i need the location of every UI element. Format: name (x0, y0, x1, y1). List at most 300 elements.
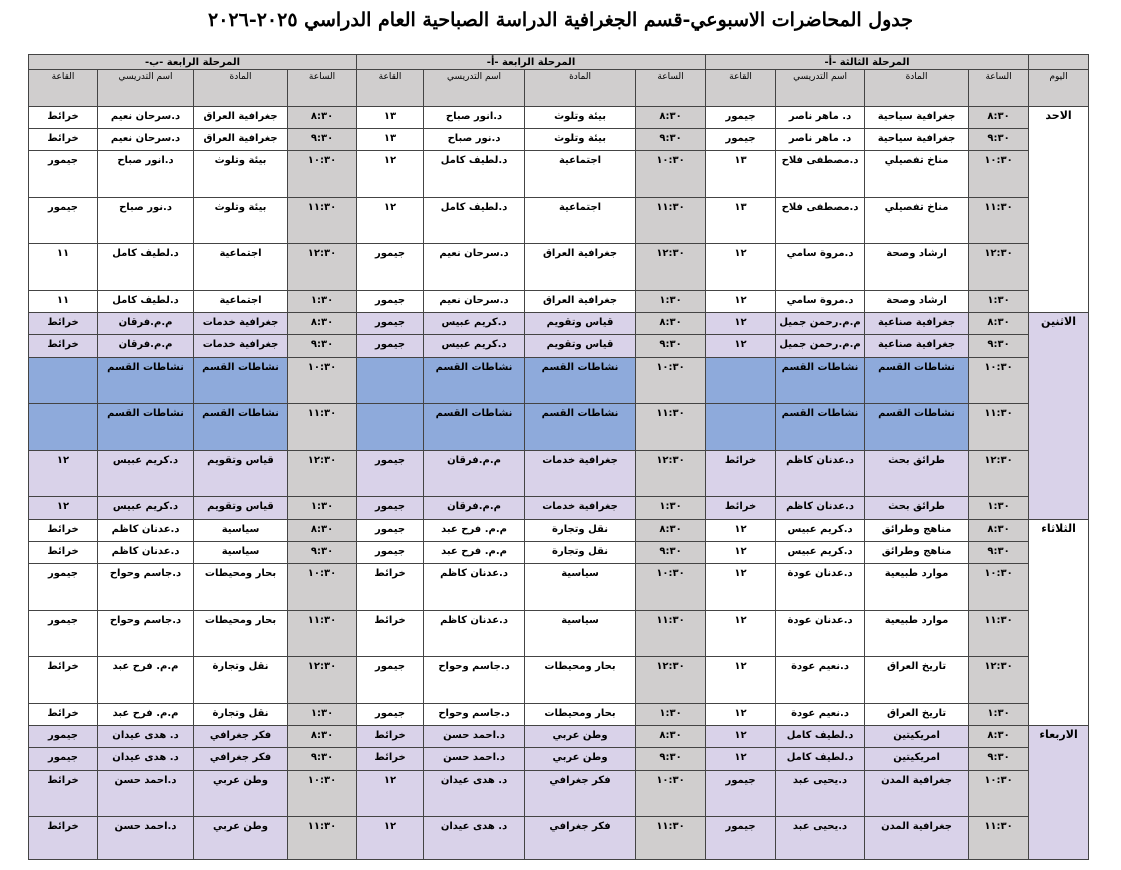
subject-cell: جغرافية العراق (194, 106, 288, 128)
teacher-cell: نشاطات القسم (776, 404, 865, 451)
time-cell: ١٠:٣٠ (288, 151, 357, 198)
teacher-cell: نشاطات القسم (98, 404, 194, 451)
subject-cell: تاريخ العراق (865, 657, 969, 704)
schedule-row (29, 497, 1089, 519)
time-cell: ١:٣٠ (636, 497, 706, 519)
time-cell: ١١:٣٠ (636, 817, 706, 860)
teacher-cell: د. هدى عيدان (424, 817, 525, 860)
time-cell: ١٠:٣٠ (636, 770, 706, 817)
teacher-cell: د. ماهر ناصر (776, 106, 865, 128)
teacher-cell: نشاطات القسم (776, 357, 865, 404)
teacher-cell: د.لطيف كامل (424, 197, 525, 244)
subject-cell: نشاطات القسم (525, 357, 636, 404)
subject-cell: سياسية (194, 541, 288, 563)
hall-cell: خرائط (357, 610, 424, 657)
subject-cell: قياس وتقويم (194, 450, 288, 497)
teacher-cell: د.سرحان نعيم (98, 128, 194, 150)
subject-cell: مناخ تفصيلي (865, 197, 969, 244)
time-cell: ١٢:٣٠ (969, 450, 1029, 497)
subject-cell: وطن عربي (194, 817, 288, 860)
hall-cell: ١١ (29, 290, 98, 312)
hall-cell (706, 357, 776, 404)
column-header-teacher: اسم التدريسي (98, 70, 194, 106)
hall-cell (706, 404, 776, 451)
time-cell: ١٠:٣٠ (636, 357, 706, 404)
time-cell: ١١:٣٠ (288, 404, 357, 451)
time-cell: ١٠:٣٠ (969, 151, 1029, 198)
stage-header-blank (1029, 55, 1089, 70)
column-header-subject: المادة (194, 70, 288, 106)
teacher-cell: د.يحيى عبد (776, 770, 865, 817)
schedule-table (28, 54, 1089, 860)
time-cell: ١:٣٠ (288, 290, 357, 312)
teacher-cell: د.لطيف كامل (424, 151, 525, 198)
subject-cell: مناهج وطرائق (865, 519, 969, 541)
subject-cell: جغرافية سياحية (865, 106, 969, 128)
teacher-cell: د.احمد حسن (424, 748, 525, 770)
hall-cell: جيمور (29, 748, 98, 770)
subject-cell: بحار ومحيطات (194, 610, 288, 657)
schedule-row (29, 335, 1089, 357)
hall-cell: خرائط (29, 817, 98, 860)
subject-cell: نقل وتجارة (525, 519, 636, 541)
time-cell: ١:٣٠ (969, 497, 1029, 519)
time-cell: ٩:٣٠ (288, 541, 357, 563)
schedule-row (29, 197, 1089, 244)
teacher-cell: د.جاسم وحواح (98, 564, 194, 611)
teacher-cell: د.احمد حسن (424, 726, 525, 748)
schedule-row (29, 541, 1089, 563)
subject-cell: فكر جغرافي (525, 817, 636, 860)
teacher-cell: د.احمد حسن (98, 770, 194, 817)
time-cell: ٨:٣٠ (288, 106, 357, 128)
time-cell: ٩:٣٠ (636, 335, 706, 357)
hall-cell: جيمور (706, 128, 776, 150)
subject-cell: جغرافية العراق (194, 128, 288, 150)
teacher-cell: م.م.فرقان (98, 335, 194, 357)
teacher-cell: د.جاسم وحواح (424, 657, 525, 704)
subject-cell: جغرافية العراق (525, 290, 636, 312)
hall-cell: جيمور (357, 657, 424, 704)
subject-cell: نقل وتجارة (194, 657, 288, 704)
stage-header-row (29, 55, 1089, 70)
subject-cell: نقل وتجارة (194, 703, 288, 725)
teacher-cell: نشاطات القسم (424, 404, 525, 451)
time-cell: ٩:٣٠ (288, 128, 357, 150)
schedule-row (29, 106, 1089, 128)
hall-cell: ١٢ (706, 541, 776, 563)
hall-cell: جيمور (706, 106, 776, 128)
time-cell: ١٠:٣٠ (969, 770, 1029, 817)
column-header-teacher: اسم التدريسي (776, 70, 865, 106)
teacher-cell: د.لطيف كامل (98, 290, 194, 312)
teacher-cell: د.نور صباح (424, 128, 525, 150)
hall-cell: جيمور (357, 497, 424, 519)
teacher-cell: د.عدنان عودة (776, 564, 865, 611)
time-cell: ١١:٣٠ (636, 404, 706, 451)
time-cell: ١:٣٠ (969, 703, 1029, 725)
subject-cell: ارشاد وصحة (865, 290, 969, 312)
hall-cell: جيمور (357, 290, 424, 312)
schedule-row (29, 519, 1089, 541)
subject-cell: قياس وتقويم (525, 313, 636, 335)
time-cell: ١٠:٣٠ (288, 770, 357, 817)
schedule-row (29, 748, 1089, 770)
hall-cell: جيمور (357, 519, 424, 541)
time-cell: ٩:٣٠ (288, 335, 357, 357)
hall-cell: ١٣ (706, 151, 776, 198)
time-cell: ١:٣٠ (288, 497, 357, 519)
hall-cell: ١٢ (706, 519, 776, 541)
column-header-time: الساعة (288, 70, 357, 106)
hall-cell (357, 357, 424, 404)
time-cell: ١٢:٣٠ (636, 450, 706, 497)
hall-cell: ١٢ (706, 748, 776, 770)
hall-cell: خرائط (29, 541, 98, 563)
teacher-cell: د.جاسم وحواح (98, 610, 194, 657)
hall-cell: ١٢ (706, 313, 776, 335)
schedule-row (29, 564, 1089, 611)
hall-cell: جيمور (29, 610, 98, 657)
time-cell: ١١:٣٠ (636, 197, 706, 244)
schedule-row (29, 450, 1089, 497)
hall-cell: خرائط (29, 703, 98, 725)
subject-cell: سياسية (525, 610, 636, 657)
subject-cell: تاريخ العراق (865, 703, 969, 725)
hall-cell: جيمور (357, 541, 424, 563)
time-cell: ١٢:٣٠ (288, 244, 357, 291)
teacher-cell: د.لطيف كامل (98, 244, 194, 291)
hall-cell: جيمور (706, 770, 776, 817)
hall-cell: خرائط (29, 519, 98, 541)
hall-cell: خرائط (357, 748, 424, 770)
hall-cell: خرائط (706, 497, 776, 519)
subject-cell: وطن عربي (525, 726, 636, 748)
column-header-subject: المادة (525, 70, 636, 106)
teacher-cell: د.يحيى عبد (776, 817, 865, 860)
hall-cell: ١٢ (357, 770, 424, 817)
schedule-row (29, 703, 1089, 725)
time-cell: ٩:٣٠ (636, 128, 706, 150)
hall-cell: ١٣ (357, 128, 424, 150)
hall-cell: ١٢ (357, 817, 424, 860)
time-cell: ١٢:٣٠ (969, 657, 1029, 704)
teacher-cell: د.عدنان كاظم (776, 450, 865, 497)
schedule-row (29, 817, 1089, 860)
subject-cell: موارد طبيعية (865, 564, 969, 611)
teacher-cell: د.انور صباح (98, 151, 194, 198)
teacher-cell: د. ماهر ناصر (776, 128, 865, 150)
hall-cell: جيمور (357, 703, 424, 725)
stage-header: المرحلة الرابعة -ب- (29, 55, 357, 70)
schedule-row (29, 657, 1089, 704)
subject-cell: امريكيتين (865, 726, 969, 748)
time-cell: ٩:٣٠ (969, 541, 1029, 563)
column-header-hall: القاعة (706, 70, 776, 106)
time-cell: ١:٣٠ (636, 290, 706, 312)
teacher-cell: د.لطيف كامل (776, 726, 865, 748)
time-cell: ٨:٣٠ (969, 519, 1029, 541)
subject-cell: مناخ تفصيلي (865, 151, 969, 198)
subject-cell: نشاطات القسم (194, 357, 288, 404)
subject-cell: بيئة وتلوث (525, 106, 636, 128)
hall-cell: خرائط (706, 450, 776, 497)
hall-cell: ١٢ (357, 197, 424, 244)
teacher-cell: د. هدى عيدان (424, 770, 525, 817)
subject-cell: وطن عربي (194, 770, 288, 817)
subject-cell: جغرافية المدن (865, 817, 969, 860)
time-cell: ١٠:٣٠ (288, 564, 357, 611)
hall-cell: خرائط (29, 106, 98, 128)
hall-cell: جيمور (29, 564, 98, 611)
hall-cell: جيمور (29, 151, 98, 198)
time-cell: ١١:٣٠ (288, 610, 357, 657)
hall-cell: ١٣ (706, 197, 776, 244)
schedule-row (29, 244, 1089, 291)
time-cell: ٨:٣٠ (288, 726, 357, 748)
time-cell: ٩:٣٠ (636, 748, 706, 770)
schedule-row (29, 404, 1089, 451)
time-cell: ١:٣٠ (636, 703, 706, 725)
subject-cell: جغرافية خدمات (194, 335, 288, 357)
hall-cell: ١٢ (706, 657, 776, 704)
subject-cell: سياسية (194, 519, 288, 541)
time-cell: ١١:٣٠ (969, 404, 1029, 451)
time-cell: ١٢:٣٠ (969, 244, 1029, 291)
subject-cell: بحار ومحيطات (194, 564, 288, 611)
subject-cell: فكر جغرافي (525, 770, 636, 817)
teacher-cell: م.م. فرح عبد (98, 657, 194, 704)
subject-cell: بحار ومحيطات (525, 657, 636, 704)
teacher-cell: د.احمد حسن (98, 817, 194, 860)
time-cell: ٨:٣٠ (288, 313, 357, 335)
time-cell: ٨:٣٠ (969, 726, 1029, 748)
teacher-cell: نشاطات القسم (98, 357, 194, 404)
subject-cell: مناهج وطرائق (865, 541, 969, 563)
schedule-row (29, 610, 1089, 657)
time-cell: ١٢:٣٠ (288, 450, 357, 497)
hall-cell: جيمور (357, 313, 424, 335)
hall-cell: جيمور (357, 335, 424, 357)
teacher-cell: د. هدى عيدان (98, 726, 194, 748)
teacher-cell: د.كريم عبيس (424, 313, 525, 335)
teacher-cell: د.مصطفى فلاح (776, 197, 865, 244)
time-cell: ١٠:٣٠ (288, 357, 357, 404)
teacher-cell: د.سرحان نعيم (424, 244, 525, 291)
teacher-cell: د.سرحان نعيم (98, 106, 194, 128)
hall-cell: ١٢ (706, 564, 776, 611)
subject-cell: جغرافية صناعية (865, 313, 969, 335)
subject-cell: اجتماعية (194, 244, 288, 291)
time-cell: ١٢:٣٠ (636, 657, 706, 704)
subject-cell: جغرافية المدن (865, 770, 969, 817)
subject-cell: وطن عربي (525, 748, 636, 770)
subject-cell: بيئة وتلوث (194, 197, 288, 244)
column-header-subject: المادة (865, 70, 969, 106)
teacher-cell: د.انور صباح (424, 106, 525, 128)
teacher-cell: د.نعيم عودة (776, 657, 865, 704)
schedule-row (29, 313, 1089, 335)
day-cell: الثلاثاء (1029, 519, 1089, 726)
stage-header: المرحلة الرابعة -أ- (357, 55, 706, 70)
schedule-row (29, 128, 1089, 150)
time-cell: ٩:٣٠ (636, 541, 706, 563)
time-cell: ١١:٣٠ (636, 610, 706, 657)
subject-cell: جغرافية خدمات (194, 313, 288, 335)
hall-cell: جيمور (29, 197, 98, 244)
column-header-day: اليوم (1029, 70, 1089, 106)
teacher-cell: م.م. فرح عبد (424, 541, 525, 563)
teacher-cell: د.مصطفى فلاح (776, 151, 865, 198)
time-cell: ١٢:٣٠ (288, 657, 357, 704)
subject-cell: نشاطات القسم (865, 404, 969, 451)
subject-cell: بيئة وتلوث (525, 128, 636, 150)
hall-cell: خرائط (357, 564, 424, 611)
time-cell: ١٢:٣٠ (636, 244, 706, 291)
time-cell: ٩:٣٠ (288, 748, 357, 770)
subject-cell: فكر جغرافي (194, 748, 288, 770)
subject-cell: بيئة وتلوث (194, 151, 288, 198)
subject-cell: سياسية (525, 564, 636, 611)
teacher-cell: م.م. فرح عبد (424, 519, 525, 541)
column-header-time: الساعة (636, 70, 706, 106)
teacher-cell: د.كريم عبيس (424, 335, 525, 357)
time-cell: ٨:٣٠ (969, 106, 1029, 128)
teacher-cell: د. هدى عيدان (98, 748, 194, 770)
teacher-cell: نشاطات القسم (424, 357, 525, 404)
hall-cell: ١٢ (706, 703, 776, 725)
subject-cell: جغرافية صناعية (865, 335, 969, 357)
hall-cell: جيمور (357, 244, 424, 291)
column-header-hall: القاعة (357, 70, 424, 106)
subject-cell: قياس وتقويم (194, 497, 288, 519)
time-cell: ٨:٣٠ (636, 726, 706, 748)
subject-cell: جغرافية سياحية (865, 128, 969, 150)
schedule-row (29, 357, 1089, 404)
hall-cell: ١٢ (706, 610, 776, 657)
teacher-cell: د.عدنان كاظم (98, 541, 194, 563)
teacher-cell: د.عدنان كاظم (98, 519, 194, 541)
subject-cell: طرائق بحث (865, 497, 969, 519)
subject-cell: اجتماعية (194, 290, 288, 312)
teacher-cell: د.عدنان كاظم (424, 610, 525, 657)
time-cell: ٨:٣٠ (288, 519, 357, 541)
hall-cell: خرائط (29, 770, 98, 817)
time-cell: ٩:٣٠ (969, 748, 1029, 770)
teacher-cell: م.م.فرقان (424, 450, 525, 497)
time-cell: ١١:٣٠ (288, 817, 357, 860)
teacher-cell: د.لطيف كامل (776, 748, 865, 770)
day-cell: الاربعاء (1029, 726, 1089, 860)
hall-cell (29, 404, 98, 451)
teacher-cell: د.عدنان كاظم (424, 564, 525, 611)
teacher-cell: د.كريم عبيس (98, 497, 194, 519)
hall-cell: جيمور (357, 450, 424, 497)
hall-cell (29, 357, 98, 404)
teacher-cell: م.م.رحمن جميل (776, 313, 865, 335)
subject-cell: نشاطات القسم (525, 404, 636, 451)
column-header-hall: القاعة (29, 70, 98, 106)
subject-cell: جغرافية العراق (525, 244, 636, 291)
time-cell: ١١:٣٠ (969, 197, 1029, 244)
teacher-cell: د.مروة سامي (776, 244, 865, 291)
subject-cell: جغرافية خدمات (525, 450, 636, 497)
teacher-cell: د.نعيم عودة (776, 703, 865, 725)
hall-cell: خرائط (29, 657, 98, 704)
column-header-time: الساعة (969, 70, 1029, 106)
teacher-cell: د.مروة سامي (776, 290, 865, 312)
teacher-cell: د.عدنان كاظم (776, 497, 865, 519)
time-cell: ١١:٣٠ (969, 610, 1029, 657)
hall-cell: ١٢ (706, 290, 776, 312)
teacher-cell: د.سرحان نعيم (424, 290, 525, 312)
hall-cell: ١٢ (706, 726, 776, 748)
teacher-cell: م.م.فرقان (98, 313, 194, 335)
time-cell: ٩:٣٠ (969, 335, 1029, 357)
day-cell: الاثنين (1029, 313, 1089, 520)
hall-cell: ١٢ (706, 335, 776, 357)
hall-cell: ١٢ (706, 244, 776, 291)
hall-cell: خرائط (29, 128, 98, 150)
page-title: جدول المحاضرات الاسبوعي-قسم الجغرافية الدراسة الصباحية العام الدراسي ٢٠٢٥-٢٠٢٦ (207, 9, 913, 31)
hall-cell: خرائط (357, 726, 424, 748)
column-header-teacher: اسم التدريسي (424, 70, 525, 106)
time-cell: ٨:٣٠ (636, 313, 706, 335)
teacher-cell: م.م.رحمن جميل (776, 335, 865, 357)
subject-cell: ارشاد وصحة (865, 244, 969, 291)
schedule-row (29, 290, 1089, 312)
hall-cell: ١١ (29, 244, 98, 291)
time-cell: ٨:٣٠ (969, 313, 1029, 335)
schedule-row (29, 151, 1089, 198)
time-cell: ٨:٣٠ (636, 106, 706, 128)
subject-cell: بحار ومحيطات (525, 703, 636, 725)
hall-cell: خرائط (29, 313, 98, 335)
teacher-cell: د.نور صباح (98, 197, 194, 244)
subject-cell: فكر جغرافي (194, 726, 288, 748)
teacher-cell: د.كريم عبيس (776, 541, 865, 563)
subject-cell: نقل وتجارة (525, 541, 636, 563)
subject-cell: نشاطات القسم (865, 357, 969, 404)
subject-cell: قياس وتقويم (525, 335, 636, 357)
hall-cell: ١٢ (29, 497, 98, 519)
teacher-cell: د.عدنان عودة (776, 610, 865, 657)
time-cell: ١١:٣٠ (288, 197, 357, 244)
subject-cell: طرائق بحث (865, 450, 969, 497)
hall-cell: خرائط (29, 335, 98, 357)
teacher-cell: م.م. فرح عبد (98, 703, 194, 725)
teacher-cell: د.جاسم وحواح (424, 703, 525, 725)
hall-cell (357, 404, 424, 451)
time-cell: ١٠:٣٠ (969, 357, 1029, 404)
subject-cell: اجتماعية (525, 151, 636, 198)
stage-header: المرحلة الثالثة -أ- (706, 55, 1029, 70)
schedule-row (29, 770, 1089, 817)
time-cell: ٨:٣٠ (636, 519, 706, 541)
time-cell: ١٠:٣٠ (636, 564, 706, 611)
subject-cell: جغرافية خدمات (525, 497, 636, 519)
time-cell: ١٠:٣٠ (969, 564, 1029, 611)
column-header-row (29, 70, 1089, 106)
subject-cell: امريكيتين (865, 748, 969, 770)
subject-cell: موارد طبيعية (865, 610, 969, 657)
teacher-cell: د.كريم عبيس (776, 519, 865, 541)
time-cell: ١١:٣٠ (969, 817, 1029, 860)
time-cell: ١:٣٠ (969, 290, 1029, 312)
time-cell: ١:٣٠ (288, 703, 357, 725)
hall-cell: جيمور (706, 817, 776, 860)
teacher-cell: د.كريم عبيس (98, 450, 194, 497)
